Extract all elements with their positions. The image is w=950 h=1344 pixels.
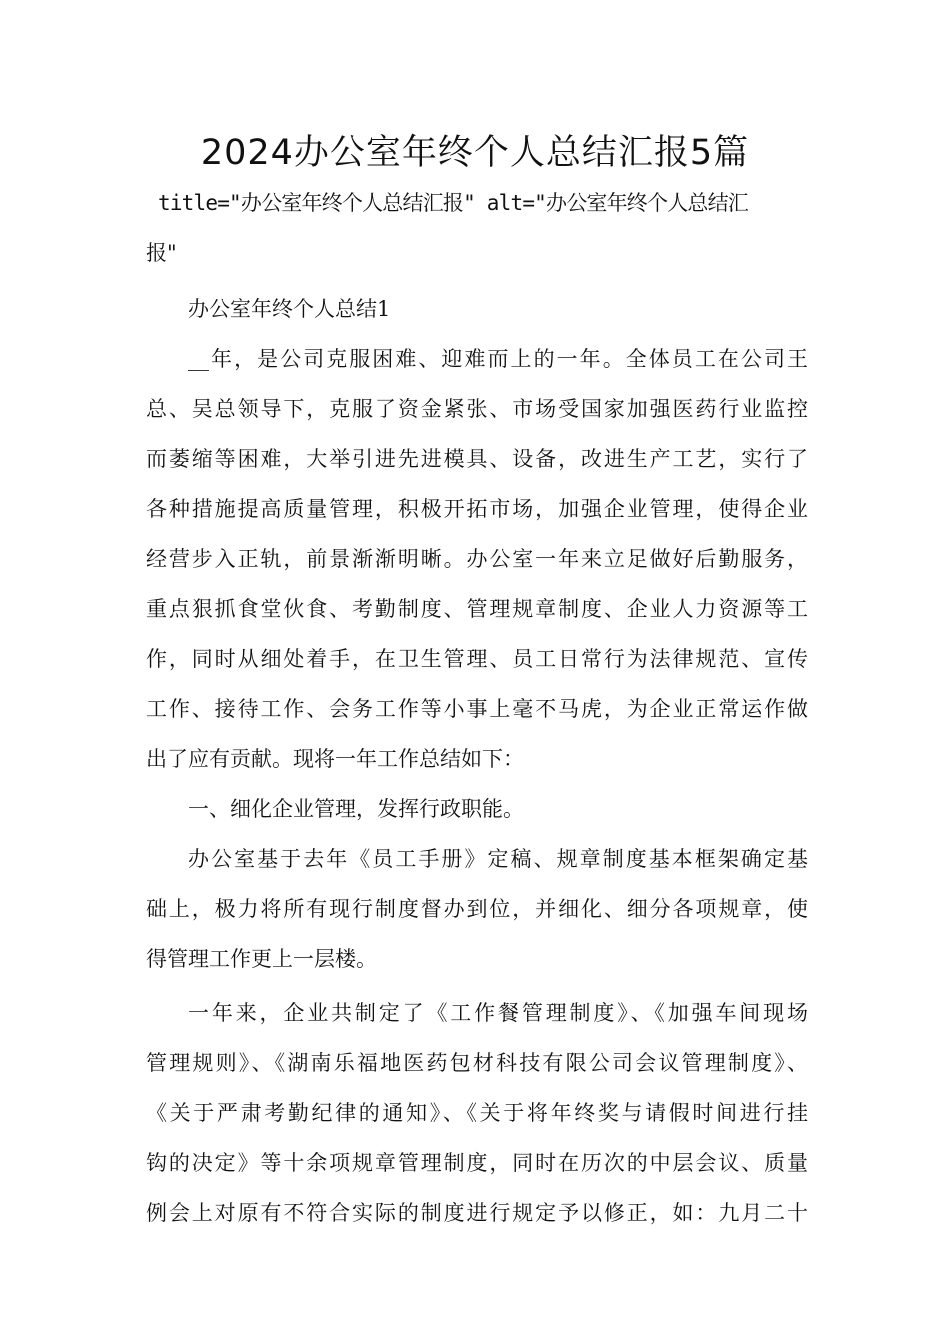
document-body: [146, 178, 808, 1238]
paragraph-line: 作，同时从细处着手，在卫生管理、员工日常行为法律规范、宣传: [146, 647, 808, 671]
paragraph-1: [146, 334, 808, 784]
paragraph-line: 总、吴总领导下，克服了资金紧张、市场受国家加强医药行业监控: [146, 397, 808, 421]
section-heading: 办公室年终个人总结1: [188, 297, 391, 321]
paragraph-line: 例会上对原有不符合实际的制度进行规定予以修正，如：九月二十: [146, 1201, 808, 1225]
meta-text-line: 报": [146, 241, 177, 265]
paragraph-line: 经营步入正轨，前景渐渐明晰。办公室一年来立足做好后勤服务，: [146, 547, 808, 571]
paragraph-line: 出了应有贡献。现将一年工作总结如下：: [146, 747, 524, 771]
paragraph-line: 而萎缩等困难，大举引进先进模具、设备，改进生产工艺，实行了: [146, 447, 808, 471]
paragraph-line: 础上，极力将所有现行制度督办到位，并细化、细分各项规章，使: [146, 897, 808, 921]
paragraph-line: 管理规则》、《湖南乐福地医药包材科技有限公司会议管理制度》、: [146, 1051, 808, 1075]
subheading: 一、细化企业管理，发挥行政职能。: [188, 797, 524, 821]
paragraph-line: 《关于严肃考勤纪律的通知》、《关于将年终奖与请假时间进行挂: [146, 1101, 808, 1125]
document-title: 2024办公室年终个人总结汇报5篇: [200, 133, 750, 173]
paragraph-line: 工作、接待工作、会务工作等小事上毫不马虎，为企业正常运作做: [146, 697, 808, 721]
paragraph-line: 得管理工作更上一层楼。: [146, 947, 377, 971]
paragraph-line: 办公室基于去年《员工手册》定稿、规章制度基本框架确定基: [188, 847, 808, 871]
paragraph-line: 一年来，企业共制定了《工作餐管理制度》、《加强车间现场: [188, 1001, 808, 1025]
paragraph-line: __年，是公司克服困难、迎难而上的一年。全体员工在公司王: [188, 347, 808, 371]
paragraph-line: 各种措施提高质量管理，积极开拓市场，加强企业管理，使得企业: [146, 497, 808, 521]
paragraph-3: [146, 988, 808, 1238]
paragraph-line: 钩的决定》等十余项规章管理制度，同时在历次的中层会议、质量: [146, 1151, 808, 1175]
paragraph-2: [146, 834, 808, 984]
paragraph-line: 重点狠抓食堂伙食、考勤制度、管理规章制度、企业人力资源等工: [146, 597, 808, 621]
meta-text-line: title="办公室年终个人总结汇报" alt="办公室年终个人总结汇: [158, 191, 749, 215]
